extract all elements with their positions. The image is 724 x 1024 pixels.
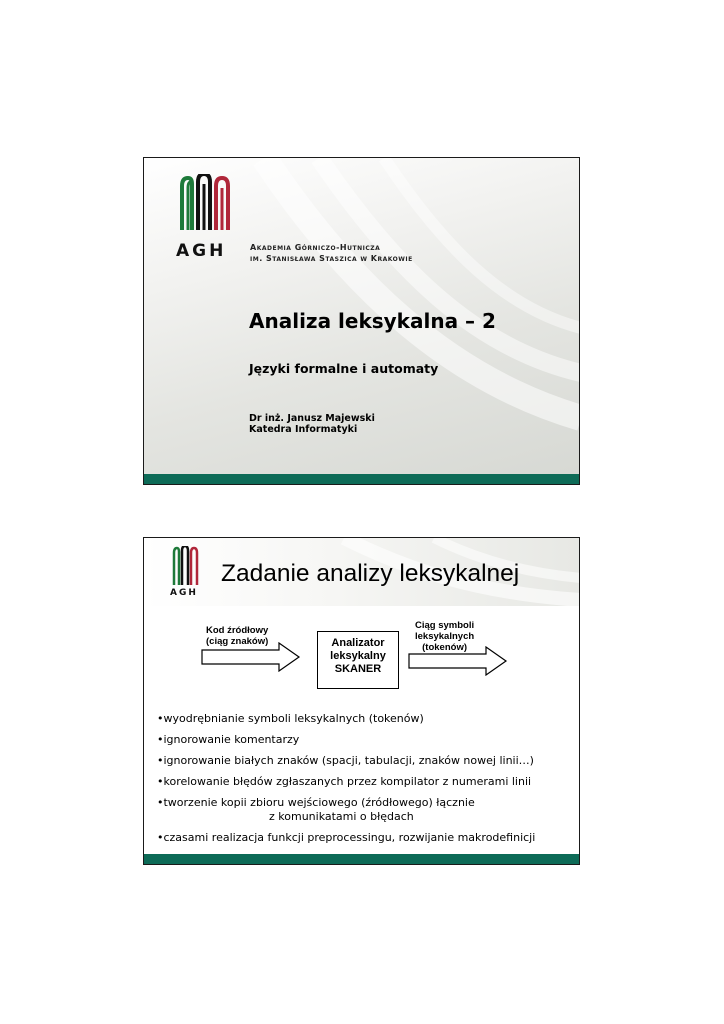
agh-logo-text: AGH bbox=[176, 241, 227, 261]
slide-subtitle: Języki formalne i automaty bbox=[249, 361, 439, 376]
input-label-line1: Kod źródłowy bbox=[206, 625, 269, 636]
list-item: •ignorowanie białych znaków (spacji, tabulacji, znaków nowej linii…) bbox=[157, 754, 534, 767]
list-item: •wyodrębnianie symboli leksykalnych (tokenów) bbox=[157, 712, 424, 725]
list-item: •czasami realizacja funkcji preprocessingu, rozwijanie makrodefinicji bbox=[157, 831, 536, 844]
list-item-continuation: z komunikatami o błędach bbox=[269, 810, 414, 823]
slide-title: Zadanie analizy leksykalnej bbox=[221, 560, 520, 587]
university-name bbox=[250, 242, 413, 264]
output-label-line1: Ciąg symboli bbox=[415, 620, 475, 631]
agh-logo-icon bbox=[176, 174, 236, 232]
list-item: •korelowanie błędów zgłaszanych przez kompilator z numerami linii bbox=[157, 775, 532, 788]
title-slide bbox=[143, 157, 580, 485]
bullet-list bbox=[157, 712, 575, 852]
output-label-line3: (tokenów) bbox=[422, 642, 467, 653]
lexer-box bbox=[317, 631, 399, 689]
slide-title: Analiza leksykalna – 2 bbox=[249, 309, 496, 333]
author-name: Dr inż. Janusz Majewski bbox=[249, 413, 375, 424]
content-slide bbox=[143, 537, 580, 865]
university-name-line1: Akademia Górniczo-Hutnicza bbox=[250, 243, 381, 252]
input-arrow-icon bbox=[201, 642, 301, 672]
lexer-box-line2: leksykalny bbox=[330, 650, 386, 662]
list-item: •ignorowanie komentarzy bbox=[157, 733, 300, 746]
lexer-box-line3: SKANER bbox=[334, 663, 382, 675]
agh-logo-icon bbox=[171, 546, 201, 586]
footer-bar bbox=[144, 474, 579, 484]
list-item bbox=[157, 796, 575, 824]
input-label-line2: (ciąg znaków) bbox=[206, 636, 269, 647]
author-department: Katedra Informatyki bbox=[249, 424, 358, 435]
footer-bar bbox=[144, 854, 579, 864]
output-label-line2: leksykalnych bbox=[415, 631, 475, 642]
author-block bbox=[249, 413, 375, 435]
university-name-line2: im. Stanisława Staszica w Krakowie bbox=[250, 254, 413, 263]
output-arrow-icon bbox=[408, 646, 508, 676]
agh-logo-text: AGH bbox=[170, 588, 198, 598]
lexer-box-line1: Analizator bbox=[331, 637, 385, 649]
list-item-text: •tworzenie kopii zbioru wejściowego (źródłowego) łącznie bbox=[157, 796, 475, 809]
